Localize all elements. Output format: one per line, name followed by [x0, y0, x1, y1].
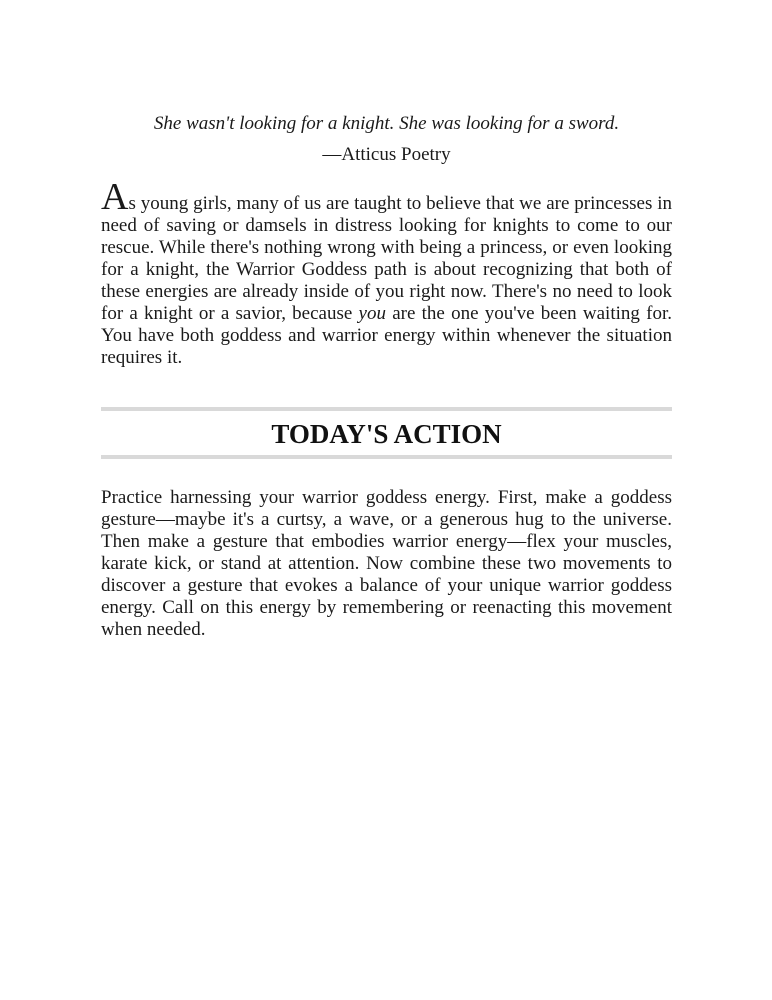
- intro-text-end: are the one you've been waiting for. You have both goddess and warrior energy within whenever the situation requires it.: [101, 303, 672, 368]
- section-heading: TODAY'S ACTION: [271, 419, 502, 449]
- drop-cap: A: [101, 176, 129, 218]
- epigraph-quote: She wasn't looking for a knight. She was looking for a sword.: [153, 113, 620, 134]
- epigraph: [101, 108, 672, 170]
- intro-paragraph: [101, 176, 672, 369]
- section-divider-top: [101, 407, 672, 411]
- epigraph-attribution: —Atticus Poetry: [322, 144, 451, 165]
- section-divider-bottom: [101, 455, 672, 459]
- intro-text-start: s young girls, many of us are taught to believe that we are princesses in need of saving or damsels in distress looking for knights to come to our rescue. While there's nothing wrong with being a princess, or even looking for a knight, the Warrior Goddess path is about recognizing that both of these energies are already inside of you right now. There's no need to look for a knight or a savior, because: [101, 193, 672, 324]
- intro-emphasis: you: [358, 303, 386, 324]
- action-paragraph: Practice harnessing your warrior goddess energy. First, make a goddess gesture—maybe it's a curtsy, a wave, or a generous hug to the universe. Then make a gesture that embodies warrior energy—flex your muscles, karate kick, or stand at attention. Now combine these two movements to discover a gesture that evokes a balance of your unique warrior goddess energy. Call on this energy by remembering or reenacting this movement when needed.: [101, 487, 672, 640]
